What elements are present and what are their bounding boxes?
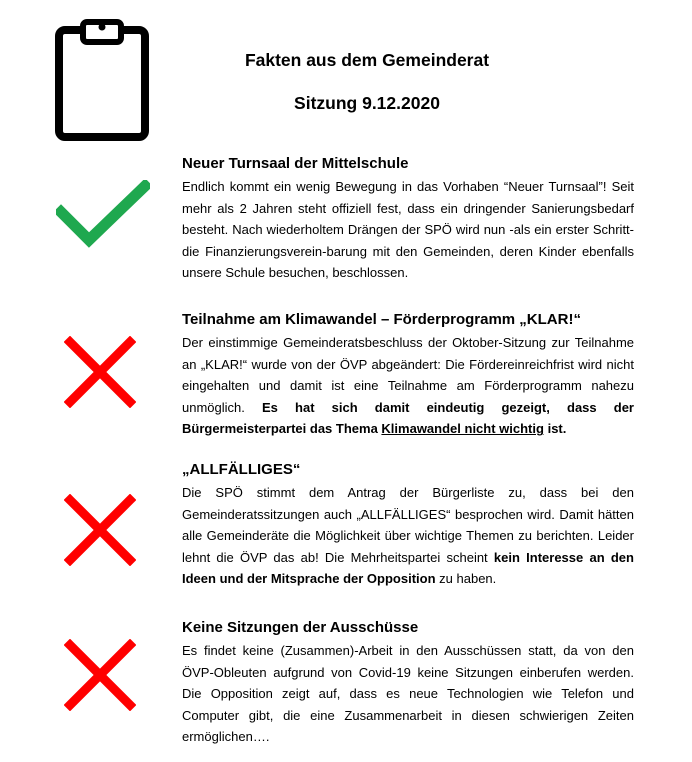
section-allfaelliges bbox=[182, 461, 634, 590]
section-heading: Neuer Turnsaal der Mittelschule bbox=[182, 155, 409, 172]
section-turnsaal bbox=[182, 155, 634, 284]
section-klar bbox=[182, 311, 634, 440]
section-ausschuesse bbox=[182, 619, 634, 748]
section-heading: Teilnahme am Klimawandel – Förderprogramm „KLAR!“ bbox=[182, 311, 581, 328]
section-body: Endlich kommt ein wenig Bewegung in das Vorhaben “Neuer Turnsaal”! Seit mehr als 2 Jahren steht offiziell fest, dass ein dringender Sanierungsbedarf besteht. Nach wiederholtem Drängen der SPÖ wird nun -als ein erster Schritt- die Finanzierungsverein-barung mit den Gemeinden, deren Kinder ebenfalls unsere Schule besuchen, beschlossen. bbox=[182, 179, 634, 281]
section-body: Die SPÖ stimmt dem Antrag der Bürgerliste zu, dass bei den Gemeinderatssitzungen auch „ALLFÄLLIGES“ besprochen wird. Damit hätten alle Gemeinderäte die Möglichkeit über wichtige Themen zu berichten. Leider lehnt die ÖVP das ab! Die Mehrheitspartei scheint kein Interesse an den Ideen und der Mitsprache der Opposition zu haben. bbox=[182, 485, 634, 587]
page-subtitle: Sitzung 9.12.2020 bbox=[294, 93, 440, 113]
section-heading: „ALLFÄLLIGES“ bbox=[182, 461, 301, 478]
cross-icon bbox=[64, 494, 136, 566]
clipboard-icon bbox=[54, 18, 150, 142]
cross-icon bbox=[64, 639, 136, 711]
check-icon bbox=[56, 180, 150, 248]
section-body: Es findet keine (Zusammen)-Arbeit in den Ausschüssen statt, da von den ÖVP-Obleuten aufgrund von Covid-19 keine Sitzungen einberufen werden. Die Opposition zeigt auf, dass es neue Technologien wie Telefon und Computer gibt, die eine Zusammenarbeit in diesen schwierigen Zeiten ermöglichen…. bbox=[182, 643, 634, 745]
section-heading: Keine Sitzungen der Ausschüsse bbox=[182, 619, 419, 636]
cross-icon bbox=[64, 336, 136, 408]
page-title: Fakten aus dem Gemeinderat bbox=[244, 50, 490, 70]
section-body: Der einstimmige Gemeinderatsbeschluss der Oktober-Sitzung zur Teilnahme an „KLAR!“ wurde von der ÖVP abgeändert: Die Fördereinreichfrist wird nicht eingehalten und damit ist eine Teilnahme am Förderprogramm nahezu unmöglich. Es hat sich damit eindeutig gezeigt, dass der Bürgermeisterpartei das Thema Klimawandel nicht wichtig ist. bbox=[182, 335, 634, 437]
